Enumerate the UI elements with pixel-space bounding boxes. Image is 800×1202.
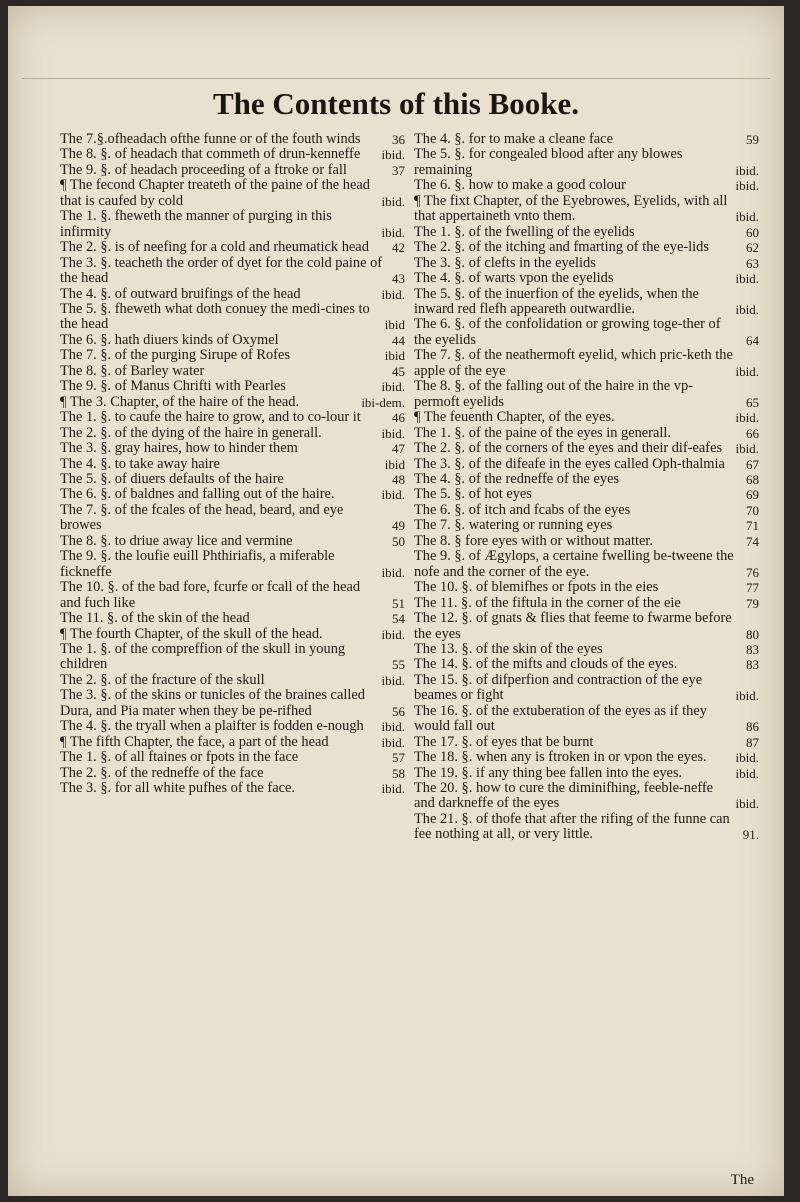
contents-entry [414, 812, 759, 843]
contents-entry [414, 410, 759, 425]
entry-page: 56 [392, 703, 405, 719]
contents-entry [60, 132, 405, 147]
entry-text: The 11. §. of the skin of the head [60, 610, 250, 627]
entry-page: ibid. [735, 162, 759, 178]
contents-entry [414, 240, 759, 255]
contents-entry [414, 348, 759, 379]
contents-entry [60, 534, 405, 549]
contents-entry [60, 209, 405, 240]
entry-page: 79 [746, 595, 759, 611]
entry-text: The 13. §. of the skin of the eyes [414, 640, 603, 657]
entry-page: 43 [392, 271, 405, 287]
entry-page: ibid. [735, 301, 759, 317]
entry-text: The 4. §. the tryall when a plaifter is fodden e-nough [60, 718, 364, 735]
entry-page: 83 [746, 657, 759, 673]
entry-text: The 3. §. of the skins or tunicles of the braines called Dura, and Pia mater when they be pe-rifhed [60, 687, 365, 719]
contents-entry [414, 256, 759, 271]
contents-column-left [60, 132, 405, 796]
contents-entry [60, 302, 405, 333]
contents-entry [60, 781, 405, 796]
contents-entry [60, 750, 405, 765]
entry-page: ibid. [381, 147, 405, 163]
entry-page: 59 [746, 132, 759, 147]
entry-text: The 6. §. how to make a good colour [414, 177, 626, 194]
contents-entry [60, 611, 405, 626]
contents-entry [414, 704, 759, 735]
contents-entry [60, 240, 405, 255]
entry-page: ibid. [381, 487, 405, 503]
entry-text: The 7. §. of the fcales of the head, beard, and eye browes [60, 501, 344, 534]
header-rule [22, 78, 770, 79]
entry-page: ibid. [735, 765, 759, 781]
entry-text: The 16. §. of the extuberation of the eyes as if they would fall out [414, 702, 707, 735]
entry-page: 37 [392, 162, 405, 178]
entry-page: 68 [746, 471, 759, 487]
entry-page: 45 [392, 363, 405, 379]
entry-page: 58 [392, 765, 405, 781]
entry-page: 50 [392, 533, 405, 549]
entry-text: The 6. §. of itch and fcabs of the eyes [414, 501, 631, 518]
contents-entry [60, 364, 405, 379]
contents-entry [60, 379, 405, 394]
entry-page: ibid. [735, 363, 759, 379]
entry-text: The 18. §. when any is ftroken in or vpon the eyes. [414, 749, 707, 766]
entry-page: ibid. [381, 425, 405, 441]
contents-entry [60, 163, 405, 178]
entry-page: 47 [392, 441, 405, 457]
entry-text: The 6. §. of the confolidation or growing toge-ther of the eyelids [414, 316, 721, 348]
entry-text: ¶ The fourth Chapter, of the skull of the head. [60, 625, 323, 642]
entry-text: The 21. §. of thofe that after the rifing of the funne can fee nothing at all, or very little. [414, 810, 730, 843]
entry-text: The 2. §. of the dying of the haire in generall. [60, 424, 322, 441]
entry-text: The 6. §. of baldnes and falling out of the haire. [60, 486, 335, 503]
entry-text: The 8. §. to driue away lice and vermine [60, 532, 293, 549]
entry-page: ibid. [735, 271, 759, 287]
entry-page: ibid. [381, 379, 405, 395]
entry-text: The 1. §. of the fwelling of the eyelids [414, 223, 635, 240]
contents-entry [60, 348, 405, 363]
contents-entry [60, 287, 405, 302]
contents-column-right [414, 132, 759, 843]
entry-text: ¶ The fifth Chapter, the face, a part of the head [60, 733, 329, 750]
contents-entry [414, 379, 759, 410]
contents-entry [60, 503, 405, 534]
entry-text: The 2. §. of the itching and fmarting of the eye-lids [414, 239, 709, 256]
entry-page: 63 [746, 255, 759, 271]
contents-entry [414, 457, 759, 472]
contents-entry [414, 766, 759, 781]
contents-entry [414, 549, 759, 580]
entry-text: The 4. §. for to make a cleane face [414, 131, 613, 147]
contents-entry [60, 178, 405, 209]
contents-entry [414, 441, 759, 456]
entry-text: The 7. §. of the neathermoft eyelid, which pric-keth the apple of the eye [414, 347, 733, 379]
entry-text: The 5. §. of the inuerfion of the eyelids, when the inward red flefh appeareth outwardlie. [414, 285, 699, 317]
contents-entry [60, 472, 405, 487]
entry-page: ibid. [735, 410, 759, 426]
entry-page: ibid. [735, 750, 759, 766]
entry-text: The 5. §. of diuers defaults of the haire [60, 470, 284, 487]
contents-entry [414, 178, 759, 193]
entry-text: The 1. §. fheweth the manner of purging in this infirmity [60, 208, 332, 240]
contents-entry [414, 147, 759, 178]
contents-entry [414, 580, 759, 595]
contents-entry [414, 317, 759, 348]
entry-page: ibid. [735, 441, 759, 457]
contents-entry [60, 673, 405, 688]
entry-text: ¶ The fixt Chapter, of the Eyebrowes, Eyelids, with all that appertaineth vnto them. [414, 192, 728, 225]
entry-page: 86 [746, 719, 759, 735]
entry-text: The 5. §. of hot eyes [414, 486, 532, 503]
entry-page: ibid [384, 348, 405, 364]
entry-text: The 1. §. of the paine of the eyes in generall. [414, 424, 671, 441]
entry-text: The 5. §. fheweth what doth conuey the medi-cines to the head [60, 300, 370, 333]
contents-entry [414, 194, 759, 225]
contents-entry [414, 735, 759, 750]
entry-text: The 10. §. of the bad fore, fcurfe or fcall of the head and fuch like [60, 579, 361, 611]
entry-page: 55 [392, 657, 405, 673]
entry-text: The 9. §. of headach proceeding of a ftroke or fall [60, 161, 347, 178]
contents-entry [60, 410, 405, 425]
contents-entry [60, 549, 405, 580]
entry-text: The 19. §. if any thing bee fallen into the eyes. [414, 764, 683, 781]
entry-text: The 3. §. of clefts in the eyelids [414, 254, 596, 271]
contents-entry [414, 225, 759, 240]
entry-text: The 9. §. of Manus Chrifti with Pearles [60, 378, 286, 395]
entry-text: The 10. §. of blemifhes or fpots in the eies [414, 579, 659, 596]
entry-page: 51 [392, 595, 405, 611]
entry-page: 77 [746, 580, 759, 596]
contents-entry [414, 534, 759, 549]
entry-text: The 20. §. how to cure the diminifhing, feeble-neffe and darkneffe of the eyes [414, 780, 714, 812]
entry-page: 76 [746, 564, 759, 580]
entry-page: 71 [746, 518, 759, 534]
entry-text: The 9. §. of Ægylops, a certaine fwelling be-tweene the nofe and the corner of the eye. [414, 548, 734, 580]
entry-text: The 12. §. of gnats & flies that feeme to fwarme before the eyes [414, 610, 732, 642]
contents-entry [60, 147, 405, 162]
contents-entry [414, 781, 759, 812]
entry-page: 67 [746, 456, 759, 472]
entry-page: 44 [392, 332, 405, 348]
entry-page: 91. [742, 827, 759, 843]
entry-text: The 8. §. of Barley water [60, 362, 205, 379]
entry-page: 83 [746, 641, 759, 657]
entry-page: 74 [746, 533, 759, 549]
contents-entry [414, 503, 759, 518]
entry-page: 62 [746, 240, 759, 256]
entry-page: 66 [746, 425, 759, 441]
entry-text: The 5. §. for congealed blood after any blowes remaining [414, 146, 683, 178]
entry-page: ibid. [381, 734, 405, 750]
entry-text: ¶ The 3. Chapter, of the haire of the head. [60, 393, 300, 410]
contents-entry [60, 735, 405, 750]
contents-entry [414, 657, 759, 672]
entry-page: 48 [392, 471, 405, 487]
contents-entry [414, 426, 759, 441]
entry-page: ibid. [381, 224, 405, 240]
entry-page: 70 [746, 502, 759, 518]
entry-page: ibid. [381, 626, 405, 642]
contents-entry [414, 750, 759, 765]
book-page [8, 6, 784, 1196]
entry-text: The 1. §. of the compreffion of the skull in young children [60, 640, 346, 673]
entry-page: ibi-dem. [361, 394, 405, 410]
contents-entry [60, 333, 405, 348]
contents-entry [60, 688, 405, 719]
entry-page: 46 [392, 410, 405, 426]
entry-text: The 1. §. to caufe the haire to grow, and to co-lour it [60, 409, 361, 426]
entry-text: The 15. §. of difperfion and contraction of the eye beames or fight [414, 671, 703, 704]
entry-page: 69 [746, 487, 759, 503]
entry-text: The 3. §. teacheth the order of dyet for the cold paine of the head [60, 254, 383, 287]
entry-text: The 2. §. is of neefing for a cold and rheumatick head [60, 239, 369, 256]
entry-page: 87 [746, 734, 759, 750]
entry-text: The 3. §. gray haires, how to hinder them [60, 440, 298, 457]
entry-page: ibid. [381, 286, 405, 302]
entry-text: The 11. §. of the fiftula in the corner of the eie [414, 594, 681, 611]
entry-text: The 4. §. of warts vpon the eyelids [414, 270, 614, 287]
entry-text: The 7. §. watering or running eyes [414, 517, 613, 534]
entry-text: The 9. §. the loufie euill Phthiriafis, a miferable fickneffe [60, 548, 335, 580]
entry-page: ibid [384, 317, 405, 333]
entry-page: ibid. [735, 178, 759, 194]
entry-text: The 7.§.ofheadach ofthe funne or of the fouth winds [60, 131, 361, 147]
contents-entry [414, 472, 759, 487]
catchword: The [730, 1172, 754, 1188]
entry-page: ibid [384, 456, 405, 472]
entry-page: 57 [392, 750, 405, 766]
entry-text: The 4. §. of outward bruifings of the head [60, 285, 301, 302]
contents-entry [60, 441, 405, 456]
entry-page: ibid. [381, 719, 405, 735]
entry-text: The 1. §. of all ftaines or fpots in the face [60, 749, 299, 766]
entry-text: The 7. §. of the purging Sirupe of Rofes [60, 347, 290, 364]
entry-text: The 8. § fore eyes with or without matter. [414, 532, 653, 549]
contents-entry [60, 642, 405, 673]
entry-text: The 8. §. of headach that commeth of drun-kenneffe [60, 146, 361, 163]
contents-entry [60, 627, 405, 642]
entry-text: The 3. §. of the difeafe in the eyes called Oph-thalmia [414, 455, 725, 472]
contents-entry [60, 256, 405, 287]
entry-page: 64 [746, 332, 759, 348]
entry-text: The 4. §. of the redneffe of the eyes [414, 470, 620, 487]
entry-text: The 2. §. of the corners of the eyes and their dif-eafes [414, 440, 723, 457]
contents-entry [414, 287, 759, 318]
contents-entry [60, 487, 405, 502]
entry-page: ibid. [735, 796, 759, 812]
entry-page: ibid. [735, 209, 759, 225]
contents-entry [414, 132, 759, 147]
entry-page: 54 [392, 611, 405, 627]
entry-text: ¶ The feuenth Chapter, of the eyes. [414, 409, 615, 426]
contents-entry [414, 642, 759, 657]
entry-text: The 4. §. to take away haire [60, 455, 220, 472]
entry-page: ibid. [381, 672, 405, 688]
contents-entry [414, 487, 759, 502]
entry-page: 42 [392, 240, 405, 256]
contents-entry [60, 426, 405, 441]
contents-entry [414, 673, 759, 704]
entry-page: ibid. [381, 781, 405, 797]
contents-entry [414, 271, 759, 286]
contents-entry [60, 719, 405, 734]
contents-entry [414, 596, 759, 611]
entry-page: 80 [746, 626, 759, 642]
entry-page: ibid. [735, 688, 759, 704]
entry-page: 36 [392, 132, 405, 147]
entry-text: The 3. §. for all white pufhes of the face. [60, 780, 295, 797]
entry-text: The 2. §. of the redneffe of the face [60, 764, 264, 781]
contents-entry [60, 580, 405, 611]
entry-page: ibid. [381, 564, 405, 580]
entry-page: 60 [746, 224, 759, 240]
entry-text: ¶ The fecond Chapter treateth of the paine of the head that is caufed by cold [60, 177, 370, 209]
entry-text: The 14. §. of the mifts and clouds of the eyes. [414, 656, 678, 673]
page-title: The Contents of this Booke. [212, 86, 579, 121]
contents-entry [414, 518, 759, 533]
contents-entry [60, 395, 405, 410]
contents-entry [414, 611, 759, 642]
entry-text: The 17. §. of eyes that be burnt [414, 733, 594, 750]
entry-text: The 6. §. hath diuers kinds of Oxymel [60, 331, 279, 348]
entry-page: ibid. [381, 193, 405, 209]
contents-entry [60, 766, 405, 781]
entry-page: 49 [392, 518, 405, 534]
entry-page: 65 [746, 394, 759, 410]
entry-text: The 2. §. of the fracture of the skull [60, 671, 265, 688]
entry-text: The 8. §. of the falling out of the haire in the vp-permoft eyelids [414, 378, 693, 410]
contents-entry [60, 457, 405, 472]
